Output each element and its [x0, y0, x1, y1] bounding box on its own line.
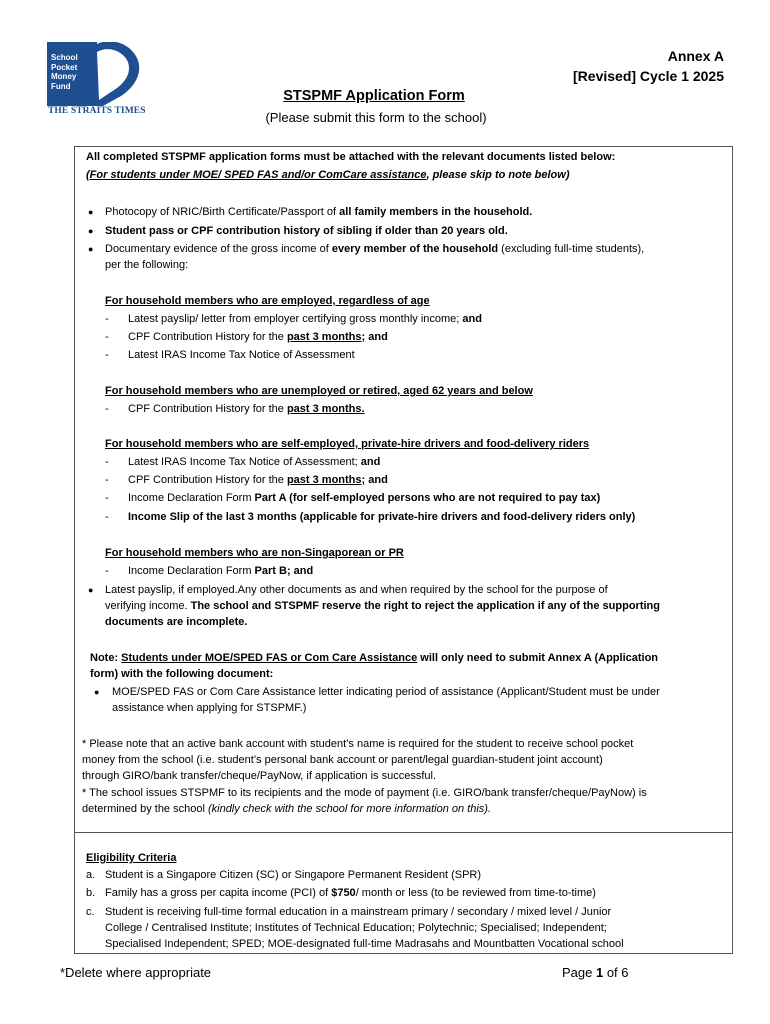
eligibility-label: c.	[86, 906, 95, 918]
item-text: determined by the school	[82, 803, 208, 815]
unemployed-heading: For household members who are unemployed or retired, aged 62 years and below	[105, 385, 533, 397]
bank-note: through GIRO/bank transfer/cheque/PayNow, if application is successful.	[82, 770, 437, 782]
item-text-bold: and	[365, 331, 388, 343]
logo-word: Fund	[51, 81, 71, 91]
eligibility-item: Specialised Independent; SPED; MOE-designated full-time Madrasahs and Mountbatten Vocational school	[105, 938, 624, 950]
box-divider	[74, 832, 733, 833]
dash-marker: -	[105, 565, 109, 577]
item-text-bold: Part B; and	[254, 565, 314, 577]
note-line	[90, 651, 658, 665]
bank-note: * Please note that an active bank account with student’s name is required for the student to receive school pocket	[82, 738, 634, 750]
item-text: Income Declaration Form	[128, 565, 255, 577]
bullet-icon: ●	[88, 244, 94, 254]
bullet-icon: ●	[88, 226, 94, 236]
dash-marker: -	[105, 456, 109, 468]
item-text-bold: The school and STSPMF reserve the right to reject the application if any of the supporting	[190, 600, 660, 612]
note-underlined: Students under MOE/SPED FAS or Com Care Assistance	[121, 652, 418, 664]
item-text: Income Declaration Form	[128, 492, 255, 504]
selfemployed-item	[128, 455, 380, 469]
intro-heading: All completed STSPMF application forms must be attached with the relevant documents listed below:	[86, 151, 616, 163]
item-text-bold: past 3 months.	[286, 403, 365, 415]
page-current: 1	[595, 965, 604, 980]
bank-note	[82, 802, 491, 816]
annex-header	[573, 46, 724, 86]
page-subtitle: (Please submit this form to the school)	[265, 110, 487, 125]
eligibility-item: College / Centralised Institute; Institutes of Technical Education; Polytechnic; Specialised; Independent;	[105, 922, 607, 934]
eligibility-item: Student is a Singapore Citizen (SC) or Singapore Permanent Resident (SPR)	[105, 869, 482, 881]
selfemployed-item	[128, 491, 600, 505]
item-text: Family has a gross per capita income (PCI) of	[105, 887, 332, 899]
intro-note-rest: , please skip to note below)	[426, 169, 570, 181]
nonsg-item	[128, 564, 313, 578]
eligibility-heading: Eligibility Criteria	[86, 852, 177, 864]
nonsg-heading: For household members who are non-Singaporean or PR	[105, 547, 404, 559]
item-text: / month or less (to be reviewed from time-to-time)	[355, 887, 596, 899]
item-text: Latest IRAS Income Tax Notice of Assessment;	[128, 456, 361, 468]
logo-word: School	[51, 53, 78, 62]
annex-cycle: [Revised] Cycle 1 2025	[573, 68, 724, 84]
bullet-icon: ●	[88, 585, 94, 595]
doc-text-bold: all family members in the household.	[339, 206, 533, 218]
note-line: form) with the following document:	[90, 668, 274, 680]
logo-word: Money	[51, 72, 77, 81]
bullet-icon: ●	[94, 687, 100, 697]
note-bullet: MOE/SPED FAS or Com Care Assistance letter indicating period of assistance (Applicant/Student must be under	[112, 686, 660, 698]
bank-note: money from the school (i.e. student’s personal bank account or parent/legal guardian-student joint account)	[82, 754, 603, 766]
eligibility-item: Student is receiving full-time formal education in a mainstream primary / secondary / mixed level / Junior	[105, 906, 612, 918]
item-text-bold: $750	[331, 887, 356, 899]
eligibility-label: b.	[86, 887, 96, 899]
eligibility-item	[105, 886, 596, 900]
dash-marker: -	[105, 349, 109, 361]
dash-marker: -	[105, 511, 109, 523]
note-label: Note:	[90, 652, 122, 664]
item-text-bold: and	[365, 474, 388, 486]
note-text: will only need to submit Annex A (Application	[417, 652, 659, 664]
item-text: verifying income.	[105, 600, 191, 612]
annex-label: Annex A	[667, 48, 724, 64]
dash-marker: -	[105, 492, 109, 504]
item-text: Latest payslip/ letter from employer certifying gross monthly income;	[128, 313, 463, 325]
employed-item	[128, 330, 388, 344]
doc-item-continued: per the following:	[105, 259, 189, 271]
doc-text: Documentary evidence of the gross income of	[105, 243, 332, 255]
dash-marker: -	[105, 313, 109, 325]
doc-item	[105, 242, 644, 256]
doc-item: Student pass or CPF contribution history of sibling if older than 20 years old.	[105, 225, 508, 237]
page-title: STSPMF Application Form	[283, 88, 465, 104]
bank-note: * The school issues STSPMF to its recipients and the mode of payment (i.e. GIRO/bank transfer/cheque/PayNow) is	[82, 787, 647, 799]
doc-text: Photocopy of NRIC/Birth Certificate/Passport of	[105, 206, 340, 218]
doc-item	[105, 205, 532, 219]
selfemployed-item	[128, 473, 388, 487]
doc-text: (excluding full-time students),	[498, 243, 645, 255]
item-text-bold: Part A (for self-employed persons who are not required to pay tax)	[254, 492, 601, 504]
item-text: CPF Contribution History for the	[128, 403, 287, 415]
employed-item: Latest IRAS Income Tax Notice of Assessment	[128, 349, 355, 361]
item-text-bold: and	[360, 456, 381, 468]
page-prefix: Page	[562, 965, 596, 980]
unemployed-item	[128, 402, 365, 416]
dash-marker: -	[105, 403, 109, 415]
item-text-bold: past 3 months;	[286, 331, 366, 343]
footer-note: *Delete where appropriate	[60, 965, 212, 980]
dash-marker: -	[105, 331, 109, 343]
note-bullet: assistance when applying for STSPMF.)	[112, 702, 307, 714]
employed-item	[128, 312, 482, 326]
latest-line	[105, 599, 660, 613]
latest-line: documents are incomplete.	[105, 616, 248, 628]
latest-line: Latest payslip, if employed.Any other documents as and when required by the school for the purpose of	[105, 584, 608, 596]
dash-marker: -	[105, 474, 109, 486]
item-text-italic: (kindly check with the school for more information on this).	[207, 803, 492, 815]
item-text: CPF Contribution History for the	[128, 474, 287, 486]
logo-word: Pocket	[51, 62, 78, 72]
selfemployed-heading: For household members who are self-employed, private-hire drivers and food-delivery riders	[105, 438, 590, 450]
logo-text	[51, 53, 78, 91]
logo-caption: THE STRAITS TIMES	[48, 106, 146, 116]
intro-note	[86, 168, 570, 182]
page-number	[562, 965, 629, 980]
item-text-bold: past 3 months;	[286, 474, 366, 486]
item-text-bold: and	[462, 313, 482, 325]
eligibility-label: a.	[86, 869, 96, 881]
doc-text-bold: every member of the household	[331, 243, 499, 255]
item-text: CPF Contribution History for the	[128, 331, 287, 343]
page-total: of 6	[603, 965, 629, 980]
selfemployed-item: Income Slip of the last 3 months (applicable for private-hire drivers and food-delivery riders only)	[128, 511, 636, 523]
employed-heading: For household members who are employed, regardless of age	[105, 295, 430, 307]
bullet-icon: ●	[88, 207, 94, 217]
intro-note-underlined: (For students under MOE/ SPED FAS and/or ComCare assistance	[86, 169, 427, 181]
